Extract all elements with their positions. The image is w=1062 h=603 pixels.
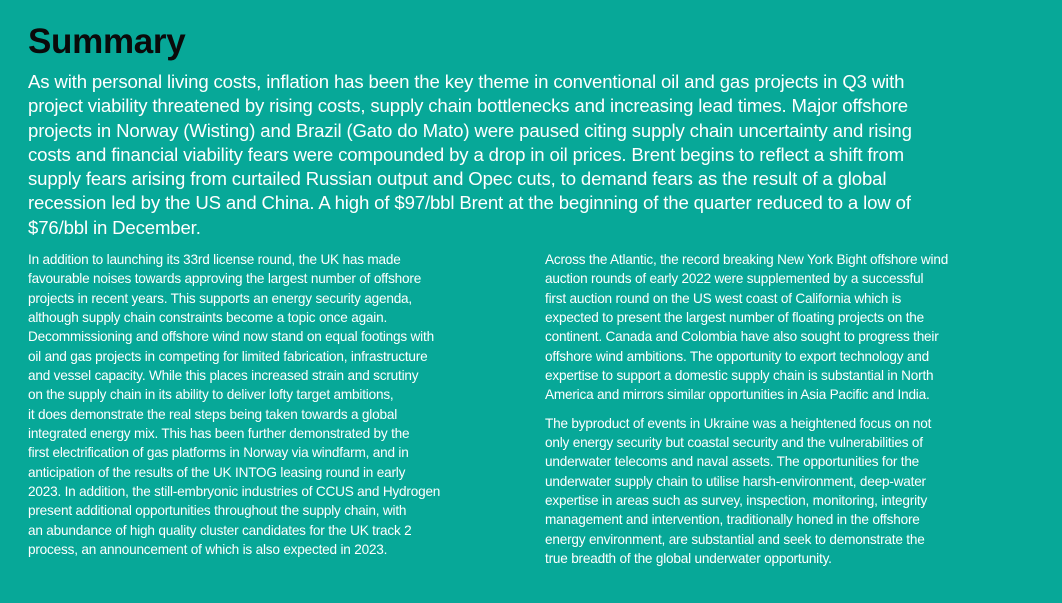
right-paragraph-2-line: energy environment, are substantial and seek to demonstrate the	[545, 531, 925, 547]
left-column-line: oil and gas projects in competing for limited fabrication, infrastructure	[28, 348, 428, 364]
right-paragraph-2-line: true breadth of the global underwater opportunity.	[545, 551, 832, 567]
intro-line: $76/bbl in December.	[28, 216, 201, 238]
right-paragraph-1-line: auction rounds of early 2022 were supplemented by a successful	[545, 271, 924, 287]
right-paragraph-1-line: expected to present the largest number of floating projects on the	[545, 310, 924, 326]
intro-line: project viability threatened by rising costs, supply chain bottlenecks and increasing lead times. Major offshore	[28, 95, 908, 117]
intro-line: supply fears arising from curtailed Russian output and Opec cuts, to demand fears as the result of a global	[28, 168, 887, 190]
left-column-line: first electrification of gas platforms in Norway via windfarm, and in	[28, 445, 409, 461]
page-title: Summary	[28, 22, 186, 61]
intro-line: costs and financial viability fears were compounded by a drop in oil prices. Brent begins to reflect a shift from	[28, 143, 904, 165]
left-column-line: process, an announcement of which is also expected in 2023.	[28, 542, 388, 558]
right-paragraph-1-line: offshore wind ambitions. The opportunity to export technology and	[545, 348, 929, 364]
left-column-line: projects in recent years. This supports an energy security agenda,	[28, 290, 412, 306]
right-paragraph-2	[545, 414, 1050, 569]
left-column-line: on the supply chain in its ability to deliver lofty target ambitions,	[28, 387, 394, 403]
left-column-line: although supply chain constraints become a topic once again.	[28, 310, 388, 326]
left-column-line: Decommissioning and offshore wind now stand on equal footings with	[28, 329, 434, 345]
right-paragraph-1-line: first auction round on the US west coast of California which is	[545, 290, 902, 306]
paragraph-gap	[545, 405, 1050, 414]
intro-line: recession led by the US and China. A high of $97/bbl Brent at the beginning of the quarter reduced to a low of	[28, 192, 911, 214]
left-column-line: and vessel capacity. While this places increased strain and scrutiny	[28, 368, 419, 384]
right-paragraph-2-line: management and intervention, traditionally honed in the offshore	[545, 512, 920, 528]
intro-line: projects in Norway (Wisting) and Brazil (Gato do Mato) were paused citing supply chain uncertainty and rising	[28, 119, 912, 141]
left-column-line: it does demonstrate the real steps being taken towards a global	[28, 406, 398, 422]
left-column-line: integrated energy mix. This has been further demonstrated by the	[28, 426, 410, 442]
intro-line: As with personal living costs, inflation has been the key theme in conventional oil and gas projects in Q3 with	[28, 71, 905, 92]
right-paragraph-2-line: expertise in areas such as survey, inspection, monitoring, integrity	[545, 493, 928, 509]
right-paragraph-1	[545, 250, 1050, 405]
right-paragraph-2-line: underwater telecoms and naval assets. The opportunities for the	[545, 454, 920, 470]
left-column-line: an abundance of high quality cluster candidates for the UK track 2	[28, 522, 412, 538]
right-paragraph-1-line: America and mirrors similar opportunities in Asia Pacific and India.	[545, 387, 930, 403]
left-column-paragraph	[28, 250, 533, 560]
right-paragraph-1-line: expertise to support a domestic supply chain is substantial in North	[545, 368, 934, 384]
left-column-line: 2023. In addition, the still-embryonic industries of CCUS and Hydrogen	[28, 484, 441, 500]
right-paragraph-1-line: continent. Canada and Colombia have also sought to progress their	[545, 329, 939, 345]
right-paragraph-2-line: underwater supply chain to utilise harsh-environment, deep-water	[545, 473, 926, 489]
intro-paragraph	[28, 70, 912, 240]
left-column-line: favourable noises towards approving the largest number of offshore	[28, 271, 422, 287]
right-paragraph-2-line: The byproduct of events in Ukraine was a heightened focus on not	[545, 415, 932, 431]
right-column	[545, 250, 1050, 569]
left-column-line: anticipation of the results of the UK INTOG leasing round in early	[28, 464, 406, 480]
left-column-line: present additional opportunities throughout the supply chain, with	[28, 503, 407, 519]
right-paragraph-2-line: only energy security but coastal security and the vulnerabilities of	[545, 435, 923, 451]
right-paragraph-1-line: Across the Atlantic, the record breaking New York Bight offshore wind	[545, 252, 949, 267]
left-column-line: In addition to launching its 33rd license round, the UK has made	[28, 252, 401, 267]
